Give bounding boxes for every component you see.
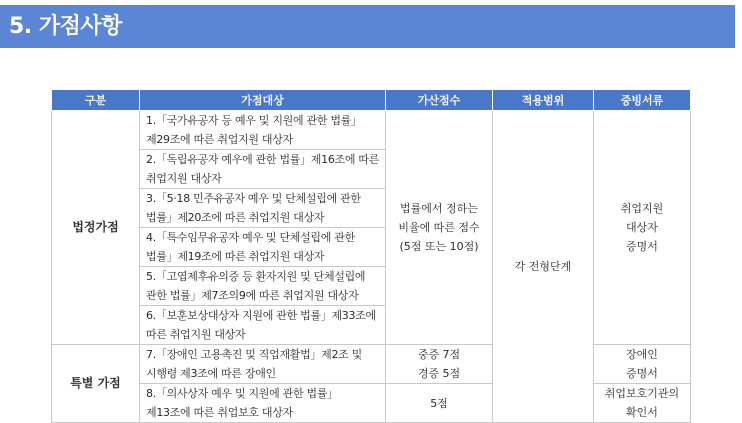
header-points: 가산점수 — [386, 90, 493, 111]
target-line: 법률」제20조에 따른 취업지원 대상자 — [146, 211, 325, 224]
target-item-1 — [140, 111, 386, 150]
target-line: 시행령 제3조에 따른 장애인 — [146, 367, 276, 380]
points-line: 5점 — [430, 396, 448, 410]
documents-line: 증명서 — [626, 367, 658, 380]
special-documents-8 — [594, 384, 691, 423]
target-item-7 — [140, 345, 386, 384]
category-special: 특별 가점 — [52, 345, 140, 423]
special-points-8 — [386, 384, 493, 423]
bonus-points-table — [51, 89, 691, 423]
target-item-4 — [140, 228, 386, 267]
target-line: 3.「5·18 민주유공자 예우 및 단체설립에 관한 — [146, 192, 361, 205]
target-line: 따른 취업지원 대상자 — [146, 328, 246, 341]
points-line: (5점 또는 10점) — [399, 240, 479, 253]
documents-line: 장애인 — [626, 348, 658, 361]
header-target: 가점대상 — [140, 90, 386, 111]
documents-line: 취업지원 — [620, 202, 664, 215]
target-line: 제13조에 따른 취업보호 대상자 — [146, 406, 293, 419]
target-line: 1.「국가유공자 등 예우 및 지원에 관한 법률」 — [146, 114, 362, 127]
target-item-3 — [140, 189, 386, 228]
points-line: 비율에 따른 점수 — [398, 221, 480, 234]
target-line: 4.「특수임무유공자 예우 및 단체설립에 관한 — [146, 231, 355, 244]
points-line: 법률에서 정하는 — [400, 202, 478, 215]
documents-line: 취업보호기관의 — [604, 387, 680, 400]
documents-line: 증명서 — [626, 240, 658, 253]
points-line: 경증 5점 — [417, 367, 461, 380]
section-title: 5. 가점사항 — [9, 14, 122, 39]
target-line: 5.「고엽제후유의증 등 환자지원 및 단체설립에 — [146, 270, 366, 283]
target-line: 법률」제19조에 따른 취업지원 대상자 — [146, 250, 325, 263]
target-line: 2.「독립유공자 예우에 관한 법률」제16조에 따른 — [146, 153, 380, 166]
points-line: 중증 7점 — [417, 348, 461, 361]
special-points-7 — [386, 345, 493, 384]
target-item-6 — [140, 306, 386, 345]
table-row — [52, 345, 691, 384]
documents-line: 확인서 — [626, 406, 658, 419]
target-line: 6.「보훈보상대상자 지원에 관한 법률」제33조에 — [146, 309, 376, 322]
target-item-5 — [140, 267, 386, 306]
target-item-8 — [140, 384, 386, 423]
legal-points — [386, 111, 493, 345]
target-line: 제29조에 따른 취업지원 대상자 — [146, 133, 293, 146]
table-header-row — [52, 90, 691, 111]
table-row — [52, 111, 691, 150]
target-line: 취업지원 대상자 — [146, 172, 222, 185]
header-documents: 증빙서류 — [594, 90, 691, 111]
target-line: 7.「장애인 고용촉진 및 직업재활법」제2조 및 — [146, 348, 362, 361]
target-item-2 — [140, 150, 386, 189]
category-legal: 법정가점 — [52, 111, 140, 345]
header-category: 구분 — [52, 90, 140, 111]
legal-documents — [594, 111, 691, 345]
documents-line: 대상자 — [626, 221, 658, 234]
section-banner — [0, 5, 735, 48]
header-scope: 적용범위 — [493, 90, 594, 111]
scope-cell: 각 전형단계 — [493, 111, 594, 423]
target-line: 관한 법률」제7조의9에 따른 취업지원 대상자 — [146, 289, 359, 302]
table-row — [52, 384, 691, 423]
target-line: 8.「의사상자 예우 및 지원에 관한 법률」 — [146, 387, 338, 400]
special-documents-7 — [594, 345, 691, 384]
